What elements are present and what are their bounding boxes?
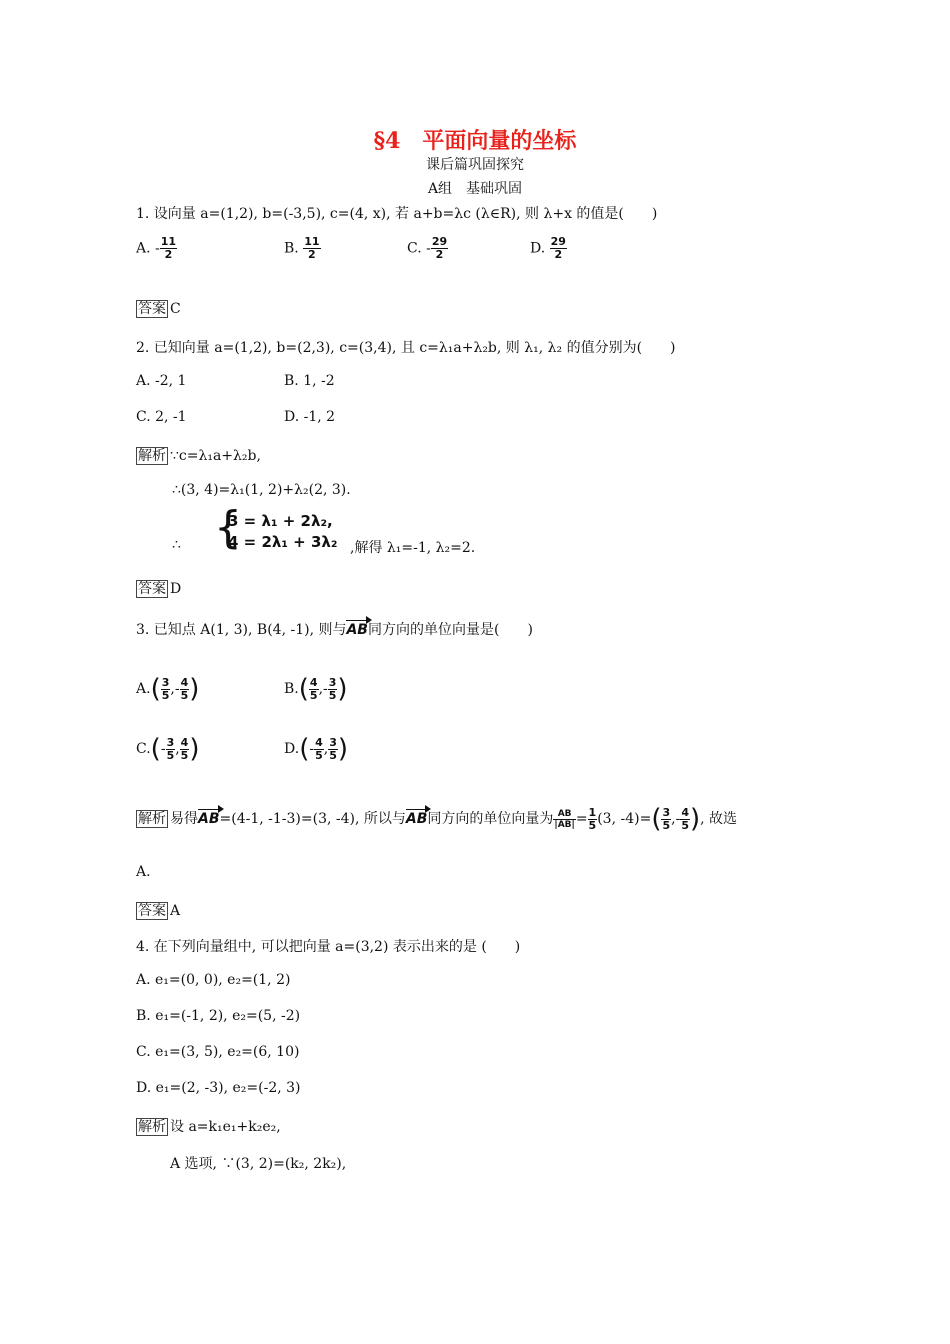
- q3-option-c: C.(- $\frac{3}{5}$ , $\frac{4}{5}$ ): [136, 734, 200, 764]
- q2-therefore: ∴: [172, 537, 181, 553]
- page-title: §4 平面向量的坐标: [373, 128, 577, 154]
- q3-analysis: 解析 易得AB=(4-1, -1-3)=(3, -4), 所以与AB同方向的单位向量为 $\frac{AB}{|AB|}$ = $\frac{1}{5}$ (3, -4)=( $\frac{3}{5}$ ,- $\frac{4}{5}$ ), 故选: [138, 804, 738, 834]
- q2-option-c: C. 2, -1: [136, 409, 187, 425]
- q2-answer: 答案 D: [138, 581, 182, 597]
- q2-equation-2: 4 = 2λ₁ + 3λ₂: [228, 533, 338, 551]
- q2-analysis-line1: 解析 ∵c=λ₁a+λ₂b,: [138, 448, 261, 464]
- q2-equation-1: 3 = λ₁ + 2λ₂,: [228, 512, 333, 530]
- q2-analysis-line2: ∴(3, 4)=λ₁(1, 2)+λ₂(2, 3).: [172, 482, 351, 498]
- q1-stem: 1. 设向量 a=(1,2), b=(-3,5), c=(4, x), 若 a+b=λc (λ∈R), 则 λ+x 的值是( ): [136, 206, 658, 222]
- q1-option-d: D. $\frac{29}{2}$: [530, 235, 566, 261]
- answer-label: 答案: [138, 301, 166, 317]
- q3-stem: 3. 已知点 A(1, 3), B(4, -1), 则与AB同方向的单位向量是( ): [136, 622, 533, 638]
- q4-stem: 4. 在下列向量组中, 可以把向量 a=(3,2) 表示出来的是 ( ): [136, 939, 521, 955]
- q2-solution: ,解得 λ₁=-1, λ₂=2.: [350, 540, 476, 556]
- page-subtitle: 课后篇巩固探究: [426, 157, 524, 173]
- q4-option-b: B. e₁=(-1, 2), e₂=(5, -2): [136, 1008, 301, 1024]
- q1-option-c: C. - $\frac{29}{2}$: [407, 235, 448, 261]
- equation-brace: {: [214, 502, 242, 553]
- q4-option-d: D. e₁=(2, -3), e₂=(-2, 3): [136, 1080, 301, 1096]
- vector-ab: AB: [346, 622, 368, 638]
- analysis-label: 解析: [138, 448, 166, 464]
- q4-option-a: A. e₁=(0, 0), e₂=(1, 2): [136, 972, 291, 988]
- q2-option-b: B. 1, -2: [284, 373, 335, 389]
- q3-answer: 答案 A: [138, 903, 181, 919]
- q3-option-d: D.(- $\frac{4}{5}$ , $\frac{3}{5}$ ): [284, 734, 348, 764]
- group-heading: A组 基础巩固: [427, 181, 523, 197]
- q3-option-b: B.( $\frac{4}{5}$ ,- $\frac{3}{5}$ ): [284, 674, 348, 704]
- q2-stem: 2. 已知向量 a=(1,2), b=(2,3), c=(3,4), 且 c=λ₁a+λ₂b, 则 λ₁, λ₂ 的值分别为( ): [136, 340, 676, 356]
- q4-option-c: C. e₁=(3, 5), e₂=(6, 10): [136, 1044, 300, 1060]
- q3-analysis-end: A.: [136, 864, 151, 880]
- q1-option-b: B. $\frac{11}{2}$: [284, 235, 320, 261]
- q4-analysis-line1: 解析 设 a=k₁e₁+k₂e₂,: [138, 1119, 281, 1135]
- q2-option-a: A. -2, 1: [136, 373, 187, 389]
- q1-answer: 答案 C: [138, 301, 181, 317]
- q2-option-d: D. -1, 2: [284, 409, 336, 425]
- q4-analysis-line2: A 选项, ∵(3, 2)=(k₂, 2k₂),: [170, 1156, 347, 1172]
- q1-option-a: A. - $\frac{11}{2}$: [136, 235, 177, 261]
- q3-option-a: A.( $\frac{3}{5}$ ,- $\frac{4}{5}$ ): [136, 674, 200, 704]
